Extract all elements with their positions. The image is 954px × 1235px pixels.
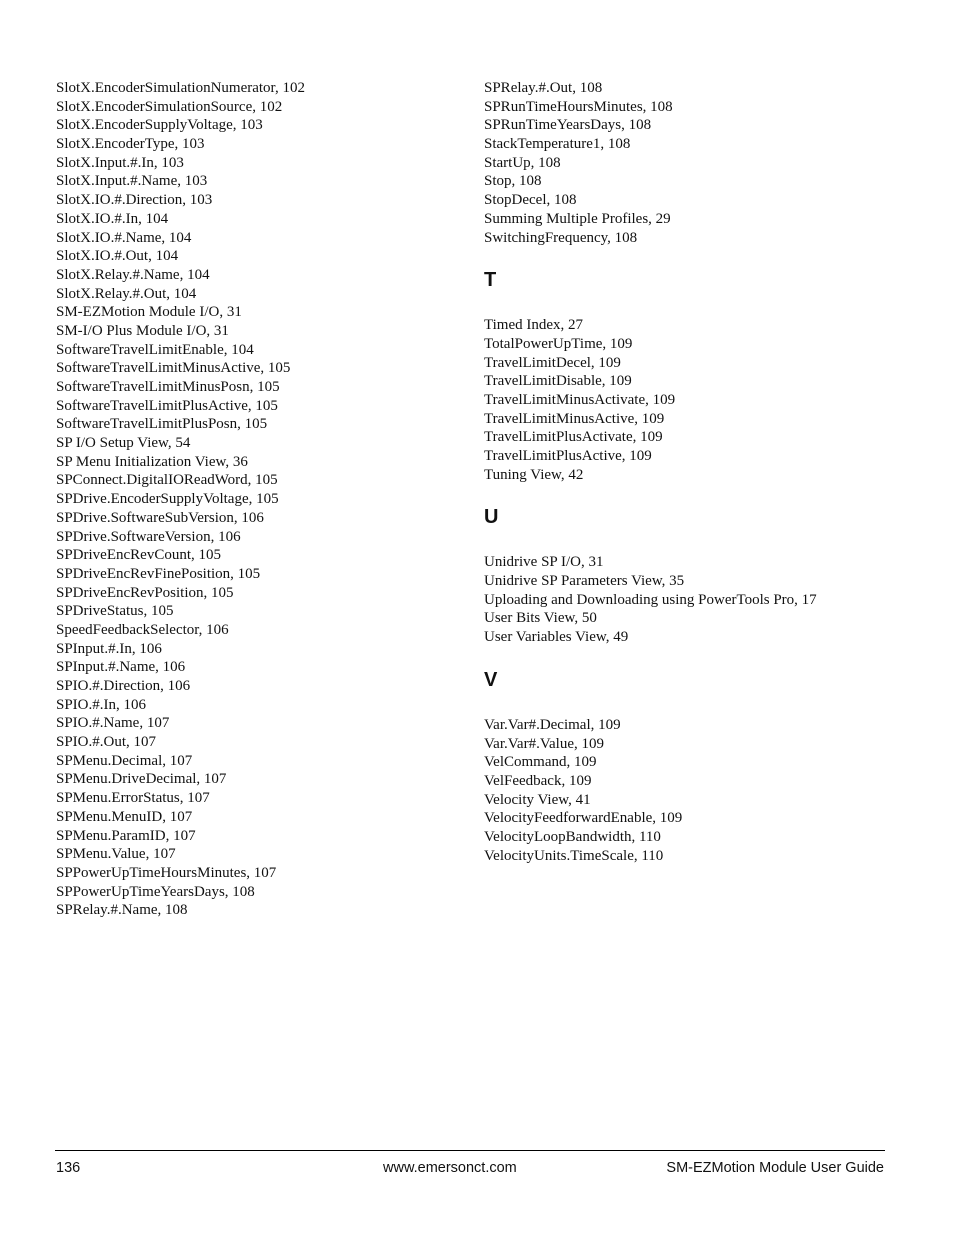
index-entry: TravelLimitMinusActivate, 109 xyxy=(484,391,676,408)
index-entry: SPDriveEncRevFinePosition, 105 xyxy=(56,565,261,582)
index-entry: StackTemperature1, 108 xyxy=(484,136,631,153)
index-entry: SwitchingFrequency, 108 xyxy=(484,229,638,246)
index-entry: TravelLimitDecel, 109 xyxy=(484,354,621,371)
index-entry: SPMenu.Decimal, 107 xyxy=(56,752,193,769)
index-entry: SPMenu.ParamID, 107 xyxy=(56,827,196,844)
page-number: 136 xyxy=(56,1160,81,1176)
index-entry: VelocityLoopBandwidth, 110 xyxy=(484,828,661,845)
index-entry: SPRelay.#.Name, 108 xyxy=(56,902,188,919)
index-entry: SoftwareTravelLimitMinusActive, 105 xyxy=(56,360,291,377)
index-entry: SPMenu.Value, 107 xyxy=(56,846,176,863)
index-entry: SM-EZMotion Module I/O, 31 xyxy=(56,304,242,321)
index-entry: Stop, 108 xyxy=(484,173,542,190)
index-entry: SPConnect.DigitalIOReadWord, 105 xyxy=(56,472,278,489)
index-entry: Tuning View, 42 xyxy=(484,466,584,483)
index-entry: SPPowerUpTimeHoursMinutes, 107 xyxy=(56,864,277,881)
index-entry: SPInput.#.In, 106 xyxy=(56,640,162,657)
index-entry: SM-I/O Plus Module I/O, 31 xyxy=(56,322,229,339)
index-entry: SPMenu.ErrorStatus, 107 xyxy=(56,790,210,807)
index-entry: SPInput.#.Name, 106 xyxy=(56,659,186,676)
index-entry: SlotX.IO.#.In, 104 xyxy=(56,210,169,227)
index-entry: Unidrive SP I/O, 31 xyxy=(484,554,604,571)
footer-document-title: SM-EZMotion Module User Guide xyxy=(666,1160,884,1176)
index-entry: Unidrive SP Parameters View, 35 xyxy=(484,573,685,590)
index-entry: VelFeedback, 109 xyxy=(484,772,592,789)
index-entry: SPPowerUpTimeYearsDays, 108 xyxy=(56,883,255,900)
index-entry: SPIO.#.Direction, 106 xyxy=(56,678,191,694)
index-entry: SlotX.EncoderSupplyVoltage, 103 xyxy=(56,117,263,134)
index-entry: SlotX.Input.#.Name, 103 xyxy=(56,173,208,190)
index-section-v xyxy=(484,665,904,866)
index-entry: SP Menu Initialization View, 36 xyxy=(56,453,248,470)
index-entry: VelocityUnits.TimeScale, 110 xyxy=(484,847,664,864)
index-entry: SoftwareTravelLimitPlusPosn, 105 xyxy=(56,416,268,433)
index-entry: SPMenu.MenuID, 107 xyxy=(56,808,193,825)
index-entry: TravelLimitDisable, 109 xyxy=(484,373,632,390)
index-entry: SPRelay.#.Out, 108 xyxy=(484,80,603,96)
index-entry: SPDrive.EncoderSupplyVoltage, 105 xyxy=(56,491,279,508)
index-entry: VelCommand, 109 xyxy=(484,754,597,771)
index-entry: Var.Var#.Decimal, 109 xyxy=(484,716,621,733)
index-entry: SlotX.IO.#.Direction, 103 xyxy=(56,192,213,209)
index-entry: SPMenu.DriveDecimal, 107 xyxy=(56,771,227,788)
section-letter-heading: U xyxy=(484,506,499,529)
index-entry: VelocityFeedforwardEnable, 109 xyxy=(484,810,683,827)
footer-divider xyxy=(55,1150,885,1151)
index-entry: SPDriveStatus, 105 xyxy=(56,603,174,620)
index-list-s-continued xyxy=(484,79,904,247)
index-section-u xyxy=(484,502,904,646)
index-entry: SoftwareTravelLimitMinusPosn, 105 xyxy=(56,379,280,395)
index-entry: TravelLimitPlusActivate, 109 xyxy=(484,429,663,446)
index-entry: SPRunTimeHoursMinutes, 108 xyxy=(484,98,673,115)
index-entry: StopDecel, 108 xyxy=(484,192,577,209)
footer-url: www.emersonct.com xyxy=(383,1160,517,1176)
section-letter-heading: T xyxy=(484,269,497,292)
index-entry: SPDriveEncRevCount, 105 xyxy=(56,547,221,564)
index-entry: TravelLimitPlusActive, 109 xyxy=(484,448,652,464)
index-entry: SpeedFeedbackSelector, 106 xyxy=(56,621,229,638)
index-entry: SlotX.Relay.#.Out, 104 xyxy=(56,285,197,302)
index-entry: Var.Var#.Value, 109 xyxy=(484,735,604,752)
index-entry: SlotX.Relay.#.Name, 104 xyxy=(56,266,210,283)
index-entry: SlotX.EncoderType, 103 xyxy=(56,136,205,153)
index-entry: SPIO.#.Out, 107 xyxy=(56,734,157,751)
index-entry: Uploading and Downloading using PowerTools Pro, 17 xyxy=(484,591,817,608)
index-entry: SoftwareTravelLimitEnable, 104 xyxy=(56,341,254,358)
index-entry: SoftwareTravelLimitPlusActive, 105 xyxy=(56,397,278,414)
index-entry: SPRunTimeYearsDays, 108 xyxy=(484,117,652,134)
index-entry: SlotX.IO.#.Name, 104 xyxy=(56,229,192,246)
index-entry: SlotX.IO.#.Out, 104 xyxy=(56,248,179,265)
index-entry: SPDrive.SoftwareVersion, 106 xyxy=(56,528,241,545)
index-entry: SlotX.EncoderSimulationSource, 102 xyxy=(56,98,283,115)
index-left-column xyxy=(56,79,456,920)
index-sections xyxy=(484,265,904,865)
index-entry: SPDriveEncRevPosition, 105 xyxy=(56,584,234,601)
index-right-column xyxy=(484,79,904,865)
index-entry: StartUp, 108 xyxy=(484,154,561,171)
index-entry: SPIO.#.In, 106 xyxy=(56,696,147,713)
index-entry: SlotX.EncoderSimulationNumerator, 102 xyxy=(56,80,305,96)
index-entry: User Variables View, 49 xyxy=(484,629,629,646)
index-entry: SPIO.#.Name, 107 xyxy=(56,715,170,732)
section-letter-heading: V xyxy=(484,668,498,691)
index-entry: Timed Index, 27 xyxy=(484,317,584,334)
index-entry: TotalPowerUpTime, 109 xyxy=(484,335,633,352)
index-entry: SPDrive.SoftwareSubVersion, 106 xyxy=(56,509,264,526)
index-entry: TravelLimitMinusActive, 109 xyxy=(484,410,665,427)
index-entry: User Bits View, 50 xyxy=(484,610,597,627)
index-entry: SP I/O Setup View, 54 xyxy=(56,435,191,452)
index-entry: Velocity View, 41 xyxy=(484,791,591,808)
index-entry: SlotX.Input.#.In, 103 xyxy=(56,154,184,171)
index-section-t xyxy=(484,265,904,484)
index-entry: Summing Multiple Profiles, 29 xyxy=(484,210,671,227)
